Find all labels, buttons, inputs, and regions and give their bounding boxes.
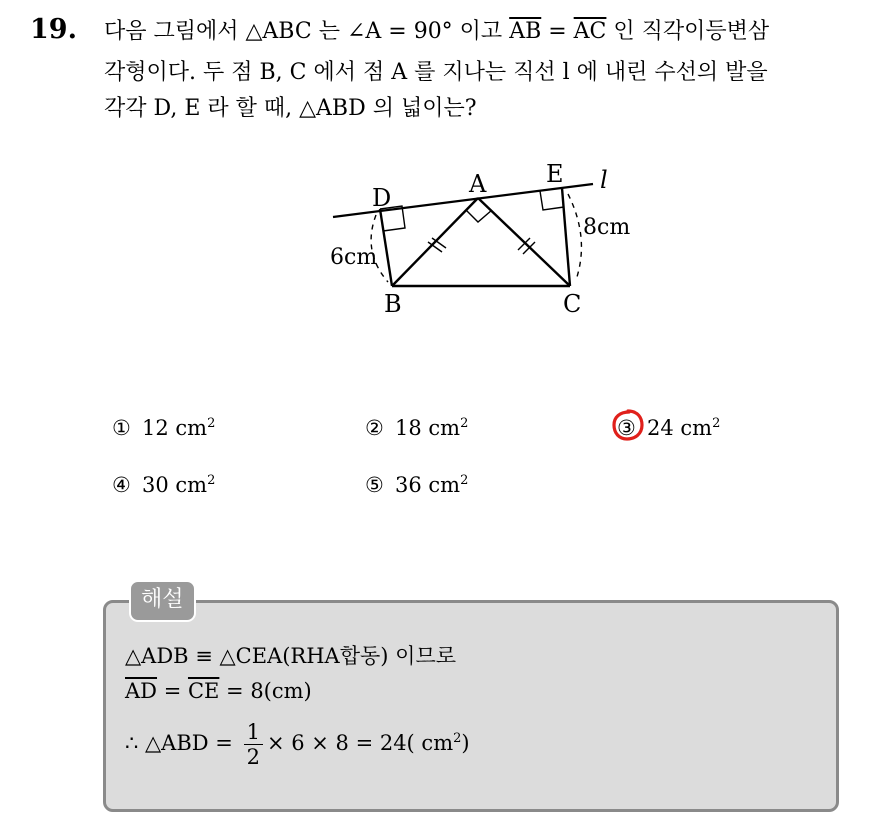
label-e: E <box>546 160 564 188</box>
choice-5[interactable] <box>365 467 468 499</box>
segment-ad: $\overline{AD}$ <box>125 679 158 703</box>
segment-ce <box>562 188 570 286</box>
choice-exponent: 2 <box>460 416 469 431</box>
question-line-3: 각각 D, E 라 할 때, △ABD 의 넓이는? <box>104 96 477 121</box>
selected-circle-mark <box>612 409 644 441</box>
choice-value: 36 cm <box>395 473 461 497</box>
segment-ac: $\overline{AC}$ <box>573 19 607 44</box>
solution-line-3: ∴ △ABD = $\frac{1}{2}$ × 6 × 8 = 24( $cm^2$) <box>125 720 470 769</box>
choice-number: ③ <box>617 414 647 442</box>
choice-value: 12 cm <box>142 416 208 440</box>
solution-tab: 해설 <box>129 580 196 622</box>
equals-sign: = <box>541 19 574 44</box>
choice-3[interactable] <box>617 410 720 442</box>
label-ce-length: 8cm <box>583 215 631 240</box>
solution-line-1: △ADB ≡ △CEA(RHA합동) 이므로 <box>125 644 457 668</box>
fraction-one-half: $\frac{1}{2}$ <box>244 720 263 769</box>
segment-ab <box>392 198 478 286</box>
solution-line-2: $\overline{AD} = \overline{CE} = 8(cm)$ <box>125 679 312 703</box>
ce-dimension-arc <box>568 194 581 280</box>
choice-exponent: 2 <box>207 473 216 488</box>
label-a: A <box>469 170 487 198</box>
solution-box <box>103 600 839 812</box>
segment-ab: $\overline{AB}$ <box>509 19 542 44</box>
geometry-figure <box>318 160 648 330</box>
label-bd-length: 6cm <box>330 245 378 270</box>
right-angle-e <box>540 191 564 210</box>
choice-exponent: 2 <box>712 416 721 431</box>
question-line-1 <box>104 17 769 47</box>
choice-4[interactable] <box>112 467 215 499</box>
choice-number: ④ <box>112 473 131 497</box>
triangle-diagram <box>318 160 648 330</box>
question-text: 인 직각이등변삼 <box>606 19 770 44</box>
question-text: 다음 그림에서 △ABC 는 ∠A = 90° 이고 <box>104 19 510 44</box>
segment-ce: $\overline{CE}$ <box>187 679 220 703</box>
label-l: l <box>600 166 608 194</box>
segment-ac <box>478 198 570 286</box>
question-number: 19. <box>30 14 77 45</box>
choice-value: 30 cm <box>142 473 208 497</box>
label-b: B <box>384 290 402 318</box>
choice-2[interactable] <box>365 410 468 442</box>
right-angle-a <box>466 210 492 222</box>
choice-value: 24 cm <box>647 416 713 440</box>
question-line-2: 각형이다. 두 점 B, C 에서 점 A 를 지나는 직선 l 에 내린 수선의 발을 <box>104 60 768 85</box>
label-c: C <box>563 290 582 318</box>
label-d: D <box>372 184 392 212</box>
choice-exponent: 2 <box>207 416 216 431</box>
choice-number: ② <box>365 416 384 440</box>
choice-number: ① <box>112 416 131 440</box>
choice-value: 18 cm <box>395 416 461 440</box>
choice-1[interactable] <box>112 410 215 442</box>
choice-exponent: 2 <box>460 473 469 488</box>
choice-number: ⑤ <box>365 473 384 497</box>
